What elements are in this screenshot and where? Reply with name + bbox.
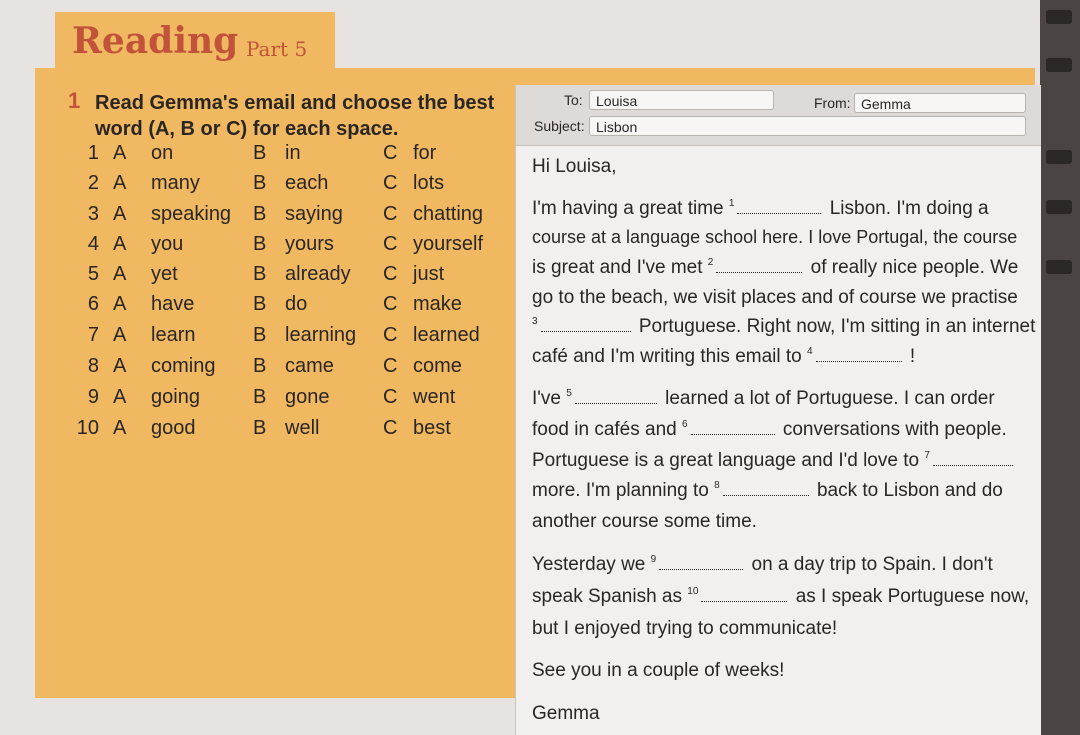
option-letter-b: B (253, 233, 267, 255)
from-field[interactable]: Gemma (854, 93, 1026, 113)
binding-ring (1046, 200, 1072, 214)
item-number: 2 (87, 172, 99, 194)
email-line (532, 198, 989, 220)
option-c[interactable]: chatting (413, 203, 484, 225)
option-b[interactable]: yours (285, 233, 334, 255)
option-c[interactable]: for (413, 142, 437, 164)
option-letter-c: C (383, 203, 398, 225)
text: speak Spanish as (532, 586, 682, 607)
text: food in cafés and (532, 419, 677, 440)
text: on a day trip to Spain. I don't (751, 554, 993, 575)
option-b[interactable]: came (285, 355, 334, 377)
option-a[interactable]: yet (151, 263, 178, 285)
text: as I speak Portuguese now, (795, 586, 1030, 607)
option-letter-c: C (383, 417, 398, 439)
option-a[interactable]: many (151, 172, 200, 194)
option-b[interactable]: do (285, 293, 308, 315)
item-number: 8 (87, 355, 99, 377)
text: conversations with people. (782, 419, 1007, 440)
text: learned a lot of Portuguese. I can order (665, 388, 995, 409)
option-a[interactable]: on (151, 142, 174, 164)
option-c[interactable]: just (413, 263, 445, 285)
to-label: To: (564, 92, 583, 108)
option-b[interactable]: each (285, 172, 329, 194)
gap-number: 3 (532, 316, 538, 327)
item-number: 3 (87, 203, 99, 225)
text: I've (532, 388, 561, 409)
email-line: but I enjoyed trying to communicate! (532, 618, 838, 639)
email-line (532, 257, 1018, 279)
text: ! (909, 346, 916, 367)
option-letter-a: A (113, 233, 127, 255)
question-number: 1 (68, 88, 81, 113)
from-label: From: (814, 95, 851, 111)
email-window (515, 85, 1041, 735)
option-c[interactable]: make (413, 293, 462, 315)
option-letter-a: A (113, 417, 127, 439)
email-line (532, 480, 1003, 502)
option-a[interactable]: have (151, 293, 195, 315)
email-line (532, 346, 915, 368)
option-c[interactable]: went (413, 386, 456, 408)
option-letter-c: C (383, 263, 398, 285)
option-b[interactable]: learning (285, 324, 357, 346)
email-line (532, 554, 993, 576)
option-letter-a: A (113, 293, 127, 315)
option-letter-c: C (383, 293, 398, 315)
option-letter-a: A (113, 142, 127, 164)
option-letter-b: B (253, 263, 267, 285)
email-line: go to the beach, we visit places and of course we practise (532, 287, 1018, 308)
option-c[interactable]: best (413, 417, 451, 439)
subject-field[interactable]: Lisbon (589, 116, 1026, 136)
gap-number: 8 (714, 480, 720, 491)
gap-3 (541, 317, 631, 332)
text: Portuguese is a great language and I'd love to (532, 450, 920, 471)
option-a[interactable]: learn (151, 324, 196, 346)
email-line (532, 388, 995, 410)
option-letter-b: B (253, 417, 267, 439)
subject-label: Subject: (534, 118, 585, 134)
gap-5 (575, 389, 657, 404)
option-letter-c: C (383, 233, 398, 255)
option-letter-b: B (253, 386, 267, 408)
email-greeting: Hi Louisa, (532, 156, 617, 177)
option-letter-b: B (253, 293, 267, 315)
gap-2 (716, 258, 802, 273)
option-b[interactable]: in (285, 142, 301, 164)
option-letter-b: B (253, 355, 267, 377)
text: Lisbon. I'm doing a (829, 198, 989, 219)
gap-number: 2 (707, 257, 714, 268)
item-number: 9 (87, 386, 99, 408)
email-line (532, 450, 1016, 472)
item-number: 6 (87, 293, 99, 315)
text: Yesterday we (532, 554, 646, 575)
option-letter-c: C (383, 324, 398, 346)
binding-ring (1046, 150, 1072, 164)
option-letter-a: A (113, 172, 127, 194)
option-letter-b: B (253, 203, 267, 225)
option-b[interactable]: already (285, 263, 351, 285)
option-c[interactable]: learned (413, 324, 480, 346)
to-field[interactable]: Louisa (589, 90, 774, 110)
instruction-line: word (A, B or C) for each space. (95, 118, 399, 140)
text: Portuguese. Right now, I'm sitting in an internet (638, 316, 1036, 337)
option-a[interactable]: coming (151, 355, 216, 377)
option-letter-a: A (113, 386, 127, 408)
option-letter-c: C (383, 172, 398, 194)
gap-4 (816, 347, 902, 362)
gap-number: 10 (687, 586, 699, 597)
email-closing: See you in a couple of weeks! (532, 660, 785, 681)
option-b[interactable]: well (285, 417, 320, 439)
text: is great and I've met (532, 257, 703, 278)
item-number: 10 (76, 417, 99, 439)
item-number: 7 (87, 324, 99, 346)
gap-number: 6 (682, 419, 688, 430)
item-number: 5 (87, 263, 99, 285)
option-letter-b: B (253, 142, 267, 164)
binding-ring (1046, 260, 1072, 274)
option-letter-c: C (383, 355, 398, 377)
gap-6 (691, 420, 775, 435)
email-header (516, 85, 1041, 146)
spiral-binding (1040, 0, 1080, 735)
item-number: 4 (87, 233, 99, 255)
option-a[interactable]: speaking (151, 203, 232, 225)
gap-number: 1 (728, 198, 735, 209)
email-line (532, 316, 1035, 338)
email-line (532, 586, 1029, 608)
text: café and I'm writing this email to (532, 346, 802, 367)
option-letter-a: A (113, 263, 127, 285)
option-letter-c: C (383, 386, 398, 408)
text: back to Lisbon and do (816, 480, 1003, 501)
section-part: Part 5 (246, 37, 308, 61)
option-letter-b: B (253, 324, 267, 346)
option-a[interactable]: going (151, 386, 200, 408)
option-letter-b: B (253, 172, 267, 194)
text: of really nice people. We (810, 257, 1019, 278)
email-line: another course some time. (532, 511, 757, 532)
binding-ring (1046, 10, 1072, 24)
email-line: course at a language school here. I love Portugal, the course (532, 227, 1018, 247)
email-line (532, 419, 1007, 441)
option-b[interactable]: gone (285, 386, 330, 408)
option-letter-a: A (113, 203, 127, 225)
option-letter-a: A (113, 324, 127, 346)
option-c[interactable]: lots (413, 172, 445, 194)
gap-7 (933, 451, 1013, 466)
option-a[interactable]: good (151, 417, 196, 439)
option-letter-c: C (383, 142, 398, 164)
option-letter-a: A (113, 355, 127, 377)
gap-1 (737, 199, 821, 214)
instruction-line: Read Gemma's email and choose the best (95, 92, 495, 114)
text: I'm having a great time (532, 198, 724, 219)
instructions (95, 90, 505, 142)
text: more. I'm planning to (532, 480, 709, 501)
gap-number: 7 (924, 450, 930, 461)
gap-9 (659, 555, 743, 570)
gap-8 (723, 481, 809, 496)
gap-10 (701, 587, 787, 602)
option-a[interactable]: you (151, 233, 184, 255)
email-signature: Gemma (532, 703, 600, 724)
item-number: 1 (87, 142, 99, 164)
option-c[interactable]: come (413, 355, 462, 377)
gap-number: 5 (566, 388, 572, 399)
section-title: Reading (72, 20, 239, 62)
option-b[interactable]: saying (285, 203, 343, 225)
gap-number: 4 (807, 346, 813, 357)
option-c[interactable]: yourself (413, 233, 484, 255)
binding-ring (1046, 58, 1072, 72)
gap-number: 9 (650, 554, 657, 565)
